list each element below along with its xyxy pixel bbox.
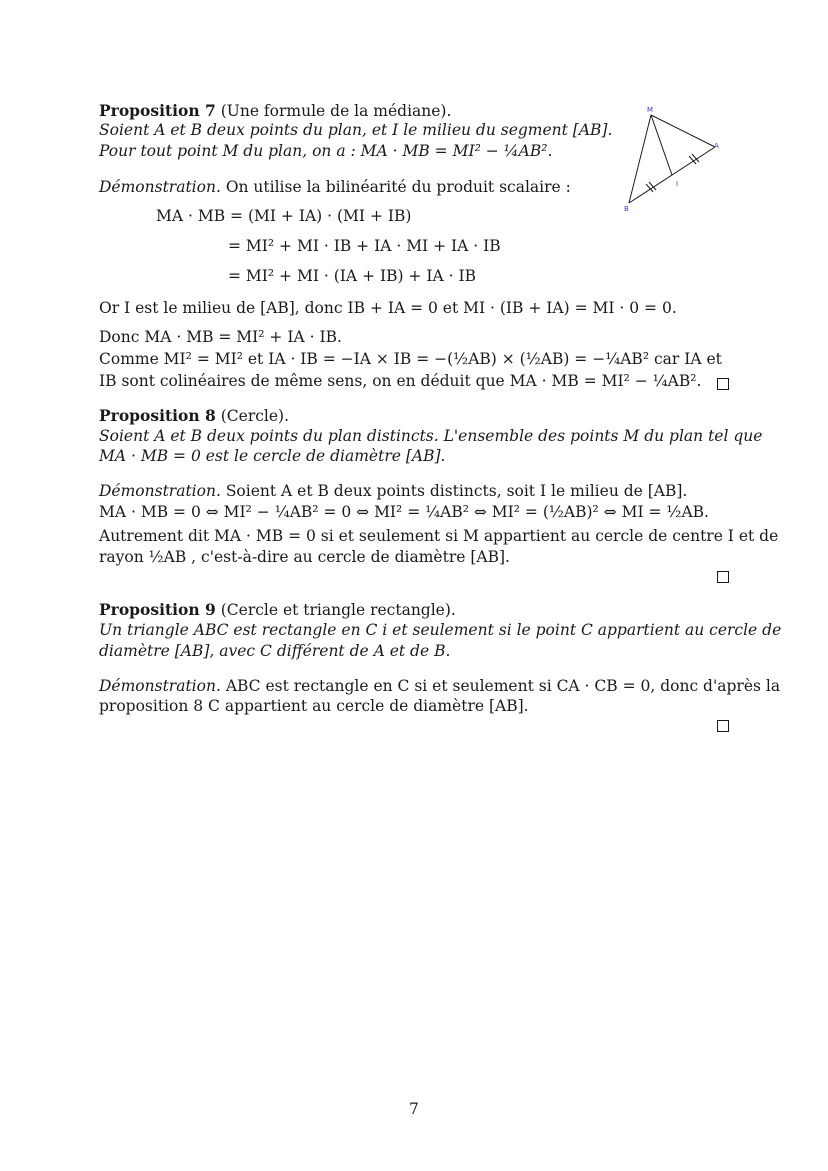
prop8-demo-3: Autrement dit MA · MB = 0 si et seulement si M appartient au cercle de centre I et de [99, 527, 779, 545]
label-m: M [647, 106, 654, 114]
prop9-subtitle: (Cercle et triangle rectangle). [220, 601, 456, 619]
prop8-demo-1-text: Soient A et B deux points distincts, soit I le milieu de [AB]. [225, 482, 688, 500]
equation-line-3: = MI² + MI · (IA + IB) + IA · IB [228, 267, 476, 285]
qed-icon [717, 718, 729, 736]
prop9-heading [99, 600, 456, 619]
demo-label: Démonstration. [99, 482, 221, 500]
prop8-subtitle: (Cercle). [220, 407, 290, 425]
prop7-statement-1: Soient A et B deux points du plan, et I le milieu du segment [AB]. [99, 121, 613, 139]
label-b: B [624, 205, 629, 213]
prop7-demo-intro [99, 178, 571, 196]
prop8-statement-2: MA · MB = 0 est le cercle de diamètre [AB]. [99, 447, 446, 465]
segment-mb [629, 115, 651, 203]
prop9-statement-1: Un triangle ABC est rectangle en C i et seulement si le point C appartient au cercle de [99, 621, 782, 639]
page-number: 7 [409, 1100, 419, 1118]
label-a: A [714, 142, 719, 150]
demo-label: Démonstration. [99, 677, 221, 695]
prop8-heading [99, 406, 289, 425]
prop9-statement-2: diamètre [AB], avec C différent de A et de B. [99, 642, 451, 660]
qed-icon [717, 569, 729, 587]
prop7-line-or: Or I est le milieu de [AB], donc IB + IA = 0 et MI · (IB + IA) = MI · 0 = 0. [99, 299, 677, 317]
prop7-heading [99, 101, 451, 120]
prop8-demo-2: MA · MB = 0 ⇔ MI² − ¼AB² = 0 ⇔ MI² = ¼AB² ⇔ MI² = (½AB)² ⇔ MI = ½AB. [99, 503, 709, 521]
prop7-line-donc: Donc MA · MB = MI² + IA · IB. [99, 328, 342, 346]
prop7-line-comme: Comme MI² = MI² et IA · IB = −IA × IB = −(½AB) × (½AB) = −¼AB² car IA et [99, 350, 722, 368]
prop9-demo-1-text: ABC est rectangle en C si et seulement si CA · CB = 0, donc d'après la [225, 677, 781, 695]
prop7-line-end: IB sont colinéaires de même sens, on en déduit que MA · MB = MI² − ¼AB². [99, 372, 702, 390]
prop7-statement-2: Pour tout point M du plan, on a : MA · MB = MI² − ¼AB². [99, 142, 553, 160]
prop7-title: Proposition 7 [99, 101, 216, 120]
demo-intro-text: On utilise la bilinéarité du produit scalaire : [225, 178, 571, 196]
prop7-subtitle: (Une formule de la médiane). [220, 102, 452, 120]
prop9-demo-2: proposition 8 C appartient au cercle de diamètre [AB]. [99, 697, 529, 715]
label-i: I [676, 180, 679, 188]
equation-line-2: = MI² + MI · IB + IA · MI + IA · IB [228, 237, 501, 255]
prop8-demo-4: rayon ½AB , c'est-à-dire au cercle de diamètre [AB]. [99, 548, 510, 566]
qed-icon [717, 376, 729, 394]
demo-label: Démonstration. [99, 178, 221, 196]
prop9-title: Proposition 9 [99, 600, 216, 619]
median-figure [615, 100, 735, 215]
prop8-demo-1 [99, 482, 687, 500]
equation-line-1: MA · MB = (MI + IA) · (MI + IB) [156, 207, 412, 225]
prop9-demo-1 [99, 677, 780, 695]
prop8-statement-1: Soient A et B deux points du plan distincts. L'ensemble des points M du plan tel que [99, 427, 763, 445]
prop8-title: Proposition 8 [99, 406, 216, 425]
